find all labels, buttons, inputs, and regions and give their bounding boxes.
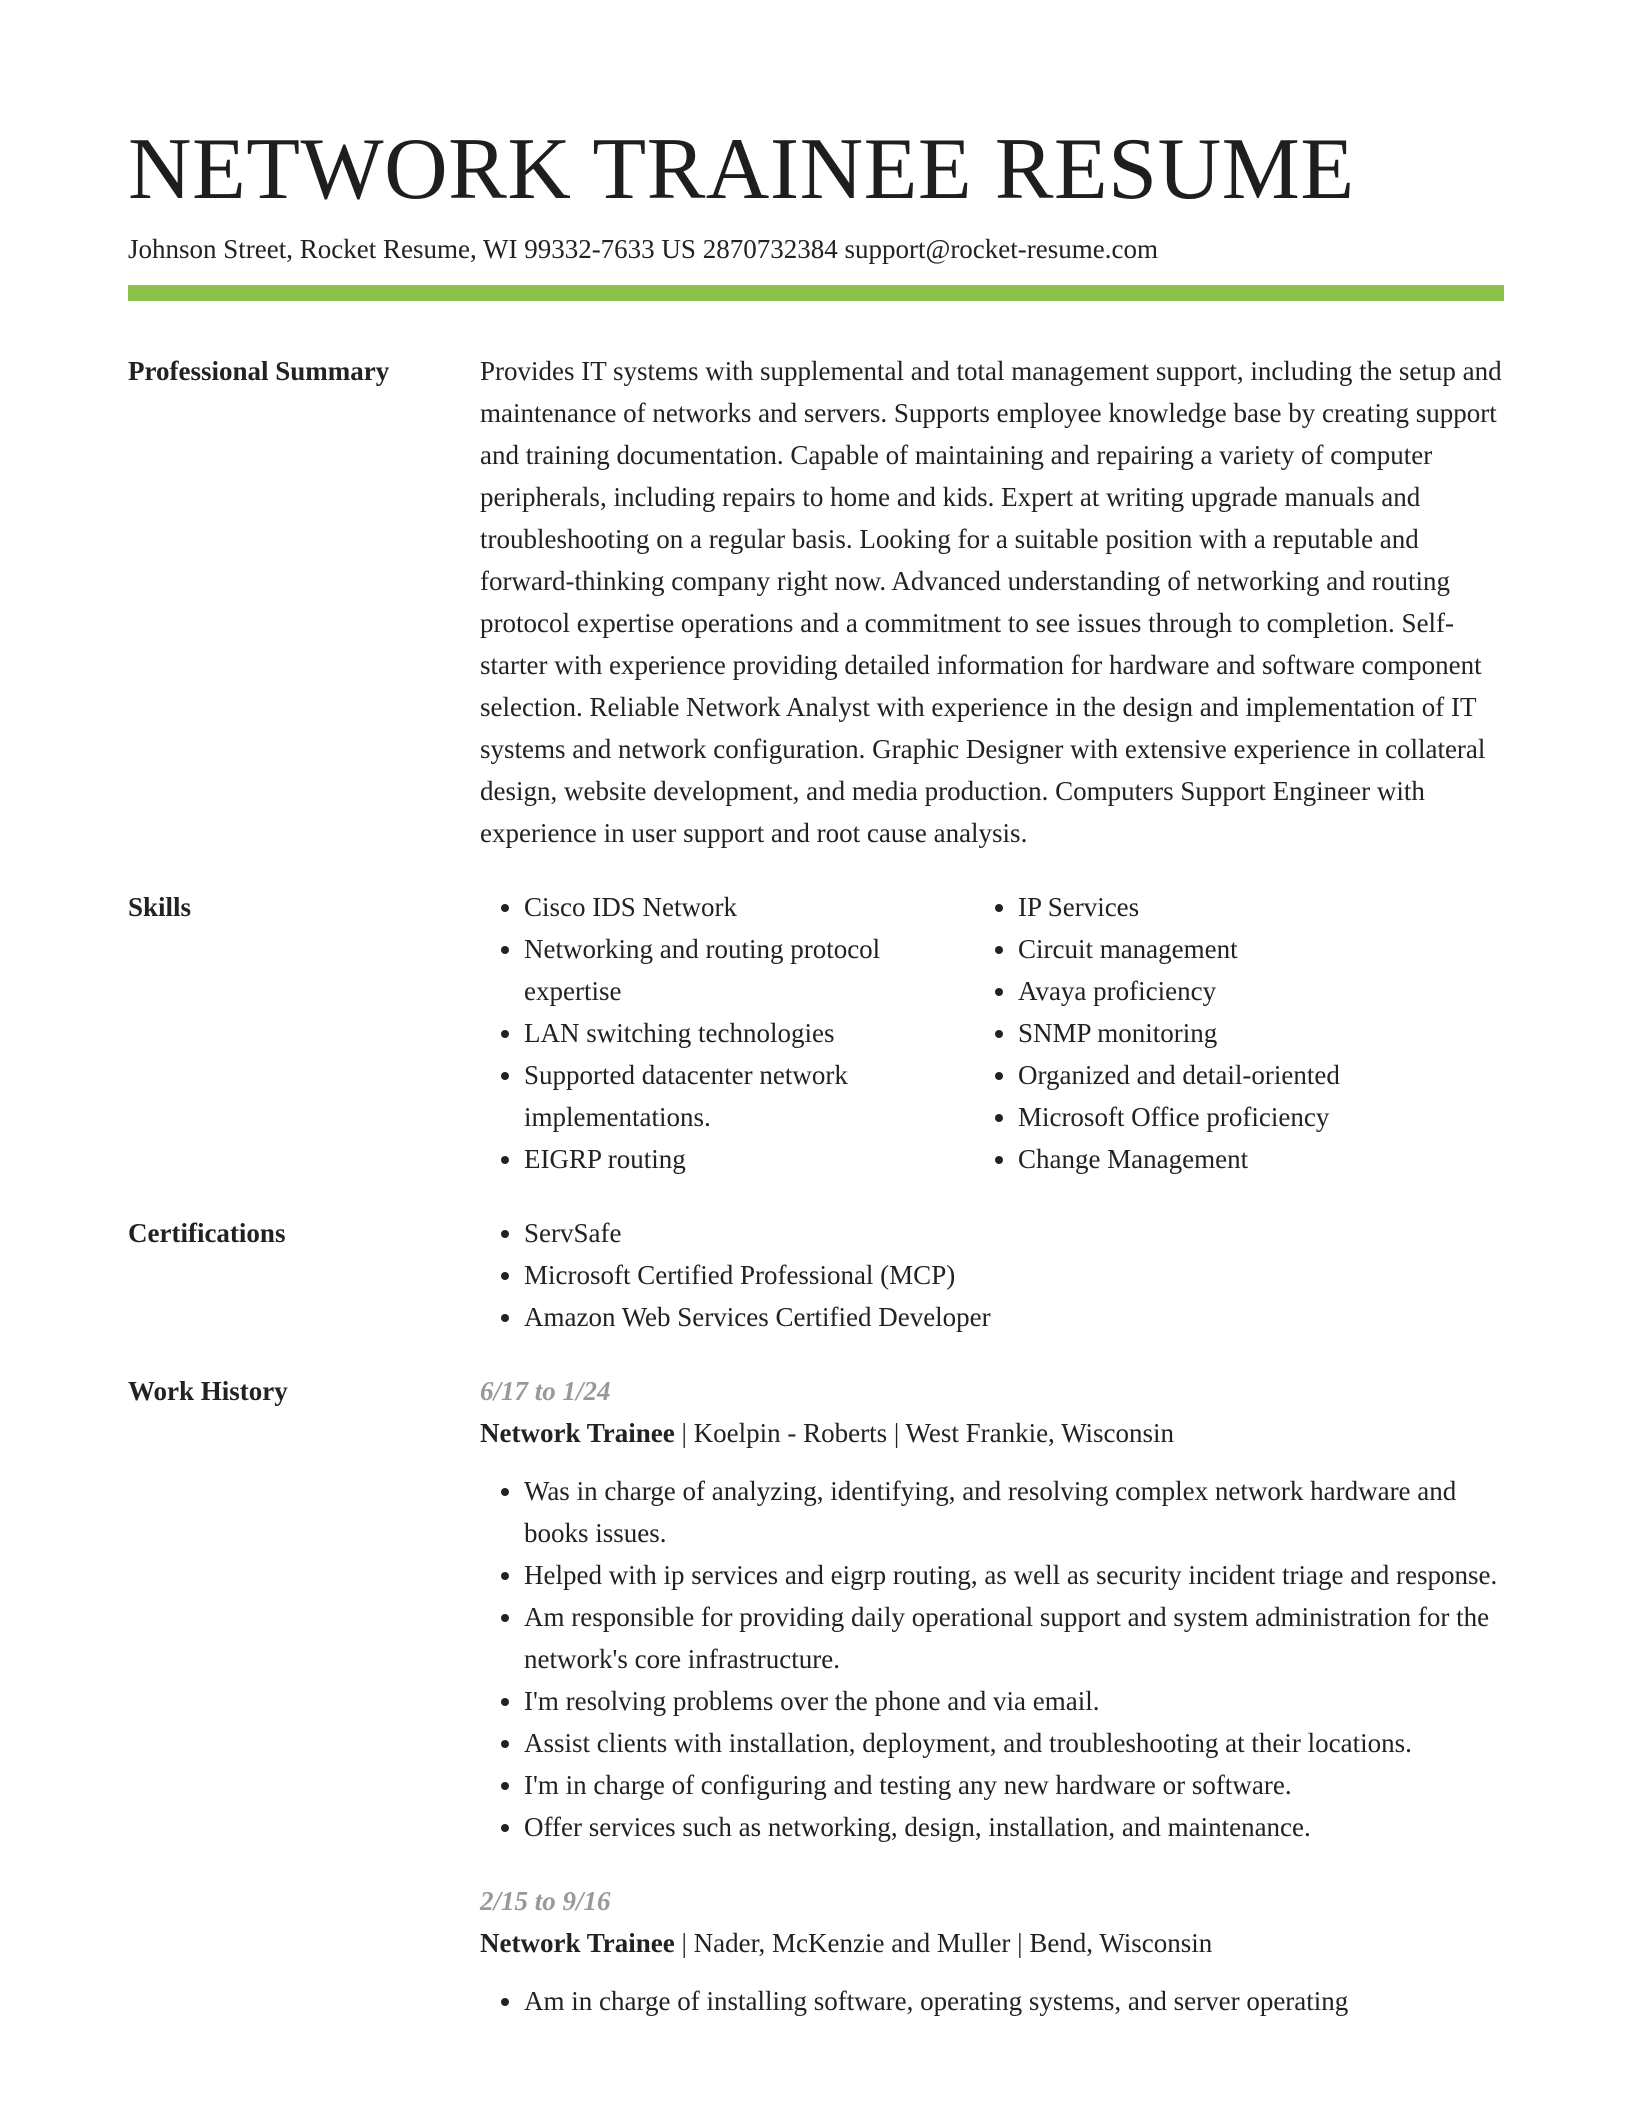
accent-divider (128, 285, 1504, 301)
section-label-summary: Professional Summary (128, 356, 390, 386)
resume-header (128, 118, 1504, 266)
job-bullets (480, 1980, 1504, 2022)
work-history-section (128, 1370, 1504, 2022)
skill-item: • Organized and detail-oriented (1018, 1054, 1504, 1096)
skill-item: • Circuit management (1018, 928, 1504, 970)
certification-item: • Microsoft Certified Professional (MCP) (524, 1254, 1504, 1296)
job-bullet: • Am in charge of installing software, operating systems, and server operating (524, 1980, 1504, 2022)
job-bullet: • Am responsible for providing daily operational support and system administration for the network's core infrastructure. (524, 1596, 1504, 1680)
skill-item: • IP Services (1018, 886, 1504, 928)
section-label-work-history: Work History (128, 1376, 288, 1406)
skill-item: • Change Management (1018, 1138, 1504, 1180)
job-entry (480, 1880, 1504, 2022)
certifications-list (480, 1212, 1504, 1338)
job-title: Network Trainee (480, 1928, 675, 1958)
contact-line: Johnson Street, Rocket Resume, WI 99332-7633 US 2870732384 support@rocket-resume.com (128, 234, 1158, 264)
skill-item: • Cisco IDS Network (524, 886, 954, 928)
job-bullets (480, 1470, 1504, 1848)
certification-item: • ServSafe (524, 1212, 1504, 1254)
job-role (480, 1922, 1504, 1964)
summary-text: Provides IT systems with supplemental and total management support, including the setup and maintenance of networks and servers. Supports employee knowledge base by creating support and training documentation. Capable of maintaining and repairing a variety of computer peripherals, including repairs to home and kids. Expert at writing upgrade manuals and troubleshooting on a regular basis. Looking for a suitable position with a reputable and forward-thinking company right now. Advanced understanding of networking and routing protocol expertise operations and a commitment to see issues through to completion. Self-starter with experience providing detailed information for hardware and software component selection. Reliable Network Analyst with experience in the design and implementation of IT systems and network configuration. Graphic Designer with extensive experience in collateral design, website development, and media production. Computers Support Engineer with experience in user support and root cause analysis. (480, 356, 1502, 848)
skills-content (480, 886, 1504, 1180)
certifications-content (480, 1212, 1504, 1338)
job-dates: 6/17 to 1/24 (480, 1376, 611, 1406)
job-role (480, 1412, 1504, 1454)
resume-body (128, 350, 1504, 2022)
job-bullet: • Was in charge of analyzing, identifying, and resolving complex network hardware and books issues. (524, 1470, 1504, 1554)
job-bullet: • I'm in charge of configuring and testing any new hardware or software. (524, 1764, 1504, 1806)
job-dates: 2/15 to 9/16 (480, 1886, 611, 1916)
skill-item: • EIGRP routing (524, 1138, 954, 1180)
job-title: Network Trainee (480, 1418, 675, 1448)
job-bullet: • Assist clients with installation, deployment, and troubleshooting at their locations. (524, 1722, 1504, 1764)
job-entry (480, 1370, 1504, 1848)
job-details: | Nader, McKenzie and Muller | Bend, Wisconsin (674, 1928, 1213, 1958)
skill-item: • Supported datacenter network implementations. (524, 1054, 954, 1138)
certification-item: • Amazon Web Services Certified Developer (524, 1296, 1504, 1338)
skill-item: • SNMP monitoring (1018, 1012, 1504, 1054)
page-title: NETWORK TRAINEE RESUME (128, 121, 1355, 218)
certifications-section (128, 1212, 1504, 1338)
skills-list-left (480, 886, 954, 1180)
job-bullet: • Offer services such as networking, design, installation, and maintenance. (524, 1806, 1504, 1848)
summary-content (480, 350, 1504, 854)
skill-item: • Microsoft Office proficiency (1018, 1096, 1504, 1138)
skills-list-right (974, 886, 1504, 1180)
work-history-content (480, 1370, 1504, 2022)
job-bullet: • I'm resolving problems over the phone and via email. (524, 1680, 1504, 1722)
skills-section (128, 886, 1504, 1180)
skill-item: • Networking and routing protocol expertise (524, 928, 954, 1012)
section-label-certifications: Certifications (128, 1218, 286, 1248)
job-bullet: • Helped with ip services and eigrp routing, as well as security incident triage and response. (524, 1554, 1504, 1596)
skill-item: • LAN switching technologies (524, 1012, 954, 1054)
section-label-skills: Skills (128, 892, 192, 922)
skill-item: • Avaya proficiency (1018, 970, 1504, 1012)
job-details: | Koelpin - Roberts | West Frankie, Wisconsin (674, 1418, 1174, 1448)
summary-section (128, 350, 1504, 854)
